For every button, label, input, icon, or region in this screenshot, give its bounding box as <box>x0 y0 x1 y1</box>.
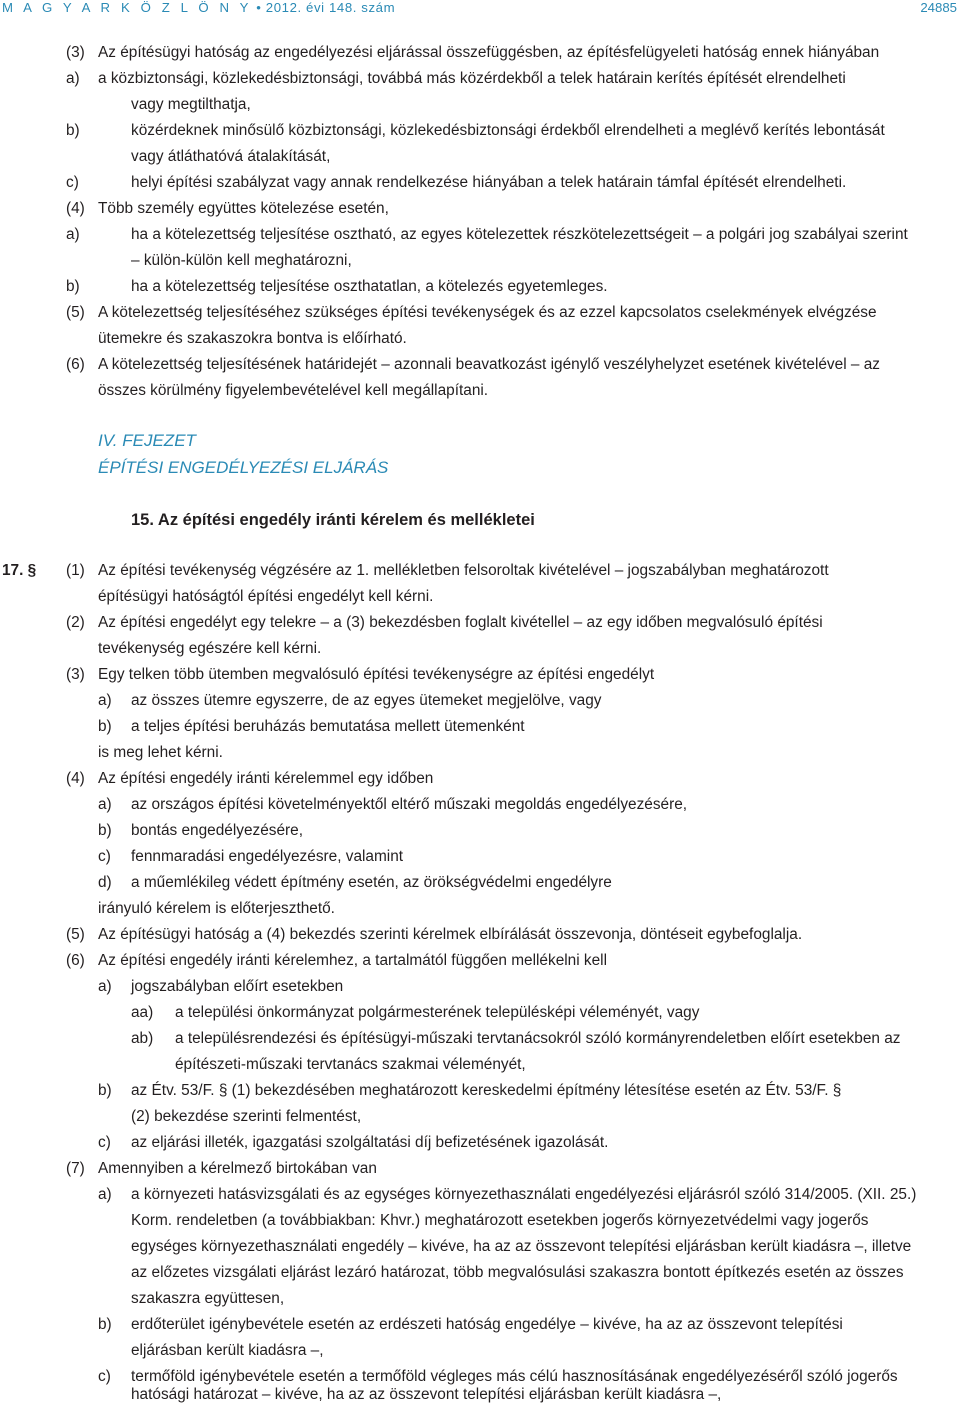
chapter-title: ÉPÍTÉSI ENGEDÉLYEZÉSI ELJÁRÁS <box>98 458 389 477</box>
item-text: eljárásban került kiadásra –, <box>131 1342 324 1359</box>
section-title: 15. Az építési engedély iránti kérelem és mellékletei <box>131 511 535 529</box>
item-label: b) <box>66 122 80 139</box>
item-label: a) <box>98 978 112 995</box>
paragraph-number: (5) <box>66 304 85 321</box>
paragraph-text: ütemekre és szakaszokra bontva is előírható. <box>98 330 407 347</box>
paragraph-number: (7) <box>66 1160 85 1177</box>
item-label: a) <box>98 796 112 813</box>
issue-label: 2012. évi 148. szám <box>265 0 396 15</box>
item-label: a) <box>98 1186 112 1203</box>
paragraph-number: (1) <box>66 562 85 579</box>
item-text: (2) bekezdése szerinti felmentést, <box>131 1108 362 1125</box>
paragraph-text: Az építési engedélyt egy telekre – a (3) bekezdésben foglalt kivétellel – az egy időben megvalósuló építési <box>98 614 823 631</box>
item-text: a környezeti hatásvizsgálati és az egységes környezethasználati engedélyezési eljárásról szóló 314/2005. (XII. 25.) <box>131 1186 917 1203</box>
paragraph-number: (4) <box>66 200 85 217</box>
running-header <box>2 0 395 15</box>
item-text: az összes ütemre egyszerre, de az egyes ütemeket megjelölve, vagy <box>131 692 602 709</box>
item-text: Korm. rendeletben (a továbbiakban: Khvr.) meghatározott esetekben jogerős környezetvédelmi vagy jogerős <box>131 1212 869 1229</box>
paragraph-number: (3) <box>66 44 85 61</box>
item-label: b) <box>98 1082 112 1099</box>
item-label: c) <box>66 174 79 191</box>
item-label: b) <box>98 822 112 839</box>
item-label: c) <box>98 1368 111 1385</box>
item-text: fennmaradási engedélyezésre, valamint <box>131 848 404 865</box>
paragraph-number: (3) <box>66 666 85 683</box>
paragraph-text: A kötelezettség teljesítéséhez szükséges építési tevékenységek és az ezzel kapcsolatos cselekmények elvégzése <box>98 304 877 321</box>
item-label: b) <box>98 718 112 735</box>
journal-title: M A G Y A R K Ö Z L Ö N Y <box>2 0 253 15</box>
item-label: c) <box>98 1134 111 1151</box>
item-text: a teljes építési beruházás bemutatása mellett ütemenként <box>131 718 525 735</box>
item-label: a) <box>98 692 112 709</box>
item-text: az eljárási illeték, igazgatási szolgáltatási díj befizetésének igazolását. <box>131 1134 609 1151</box>
paragraph-number: (5) <box>66 926 85 943</box>
item-text: hatósági határozat – kivéve, ha az az összevont telepítési eljárásban került kiadásra –, <box>131 1386 722 1403</box>
item-text: vagy átláthatóvá átalakítását, <box>131 148 331 165</box>
item-text: vagy megtilthatja, <box>131 96 251 113</box>
item-text: a műemlékileg védett építmény esetén, az örökségvédelmi engedélyre <box>131 874 612 891</box>
paragraph-text: Az építési engedély iránti kérelemhez, a tartalmától függően mellékelni kell <box>98 952 608 969</box>
paragraph-text: Egy telken több ütemben megvalósuló építési tevékenységre az építési engedélyt <box>98 666 655 683</box>
bullet-separator: • <box>256 0 262 15</box>
chapter-number: IV. FEJEZET <box>98 431 196 450</box>
item-text: a közbiztonsági, közlekedésbiztonsági, továbbá más közérdekből a telek határain kerítés építését elrendelheti <box>98 70 846 87</box>
item-text: az előzetes vizsgálati eljárást lezáró határozat, több megvalósulási szakaszra bontott építkezés esetén az összes <box>131 1264 904 1281</box>
item-text: ha a kötelezettség teljesítése osztható, az egyes kötelezettek részkötelezettségeit – a polgári jog szabályai szerint <box>131 226 908 243</box>
subitem-text: a települési önkormányzat polgármesterének településképi véleményét, vagy <box>175 1004 700 1021</box>
item-text: ha a kötelezettség teljesítése oszthatatlan, a kötelezés egyetemleges. <box>131 278 608 295</box>
paragraph-text: Az építési engedély iránti kérelemmel egy időben <box>98 770 434 787</box>
item-label: d) <box>98 874 112 891</box>
paragraph-text: Amennyiben a kérelmező birtokában van <box>98 1160 377 1177</box>
item-label: a) <box>66 226 80 243</box>
section-paragraph-label: 17. § <box>2 562 37 579</box>
item-text: – külön-külön kell meghatározni, <box>131 252 352 269</box>
paragraph-text: Az építésügyi hatóság az engedélyezési eljárással összefüggésben, az építésfelügyeleti hatóság ennek hiányában <box>98 44 880 61</box>
subitem-label: aa) <box>131 1004 154 1021</box>
subitem-text: építészeti-műszaki tervtanács szakmai véleményét, <box>175 1056 526 1073</box>
paragraph-text: tevékenység egészére kell kérni. <box>98 640 322 657</box>
item-label: b) <box>98 1316 112 1333</box>
paragraph-text: A kötelezettség teljesítésének határidejét – azonnali beavatkozást igénylő veszélyhelyzet esetének kivételével – az <box>98 356 880 373</box>
paragraph-closing: irányuló kérelem is előterjeszthető. <box>98 900 335 917</box>
subitem-text: a településrendezési és építésügyi-műszaki tervtanácsokról szóló kormányrendeletben előírt esetekben az <box>175 1030 901 1047</box>
page-number: 24885 <box>920 0 957 15</box>
item-text: bontás engedélyezésére, <box>131 822 303 839</box>
paragraph-number: (6) <box>66 356 85 373</box>
item-label: c) <box>98 848 111 865</box>
paragraph-number: (6) <box>66 952 85 969</box>
paragraph-text: Az építési tevékenység végzésére az 1. mellékletben felsoroltak kivételével – jogszabályban meghatározott <box>98 562 829 579</box>
paragraph-number: (2) <box>66 614 85 631</box>
item-text: az országos építési követelményektől eltérő műszaki megoldás engedélyezésére, <box>131 796 688 813</box>
item-label: b) <box>66 278 80 295</box>
item-text: szakaszra együttesen, <box>131 1290 285 1307</box>
item-text: helyi építési szabályzat vagy annak rendelkezése hiányában a telek határain támfal építését elrendelheti. <box>131 174 847 191</box>
paragraph-number: (4) <box>66 770 85 787</box>
item-label: a) <box>66 70 80 87</box>
paragraph-text: összes körülmény figyelembevételével kell megállapítani. <box>98 382 489 399</box>
paragraph-text: Az építésügyi hatóság a (4) bekezdés szerinti kérelmek elbírálását összevonja, döntéseit egybefoglalja. <box>98 926 803 943</box>
item-text: az Étv. 53/F. § (1) bekezdésében meghatározott kereskedelmi építmény létesítése esetén az Étv. 53/F. § <box>131 1082 842 1099</box>
item-text: egységes környezethasználati engedély – kivéve, ha az az összevont telepítési eljárásban került kiadásra –, illetve <box>131 1238 912 1255</box>
item-text: termőföld igénybevétele esetén a termőföld végleges más célú hasznosításának engedélyezéséről szóló jogerős <box>131 1368 898 1385</box>
paragraph-text: Több személy együttes kötelezése esetén, <box>98 200 389 217</box>
item-text: közérdeknek minősülő közbiztonsági, közlekedésbiztonsági érdekből elrendelheti a meglévő kerítés lebontását <box>131 122 885 139</box>
item-text: erdőterület igénybevétele esetén az erdészeti hatóság engedélye – kivéve, ha az az összevont telepítési <box>131 1316 843 1333</box>
subitem-label: ab) <box>131 1030 154 1047</box>
paragraph-closing: is meg lehet kérni. <box>98 744 223 761</box>
item-text: jogszabályban előírt esetekben <box>131 978 344 995</box>
paragraph-text: építésügyi hatóságtól építési engedélyt kell kérni. <box>98 588 434 605</box>
